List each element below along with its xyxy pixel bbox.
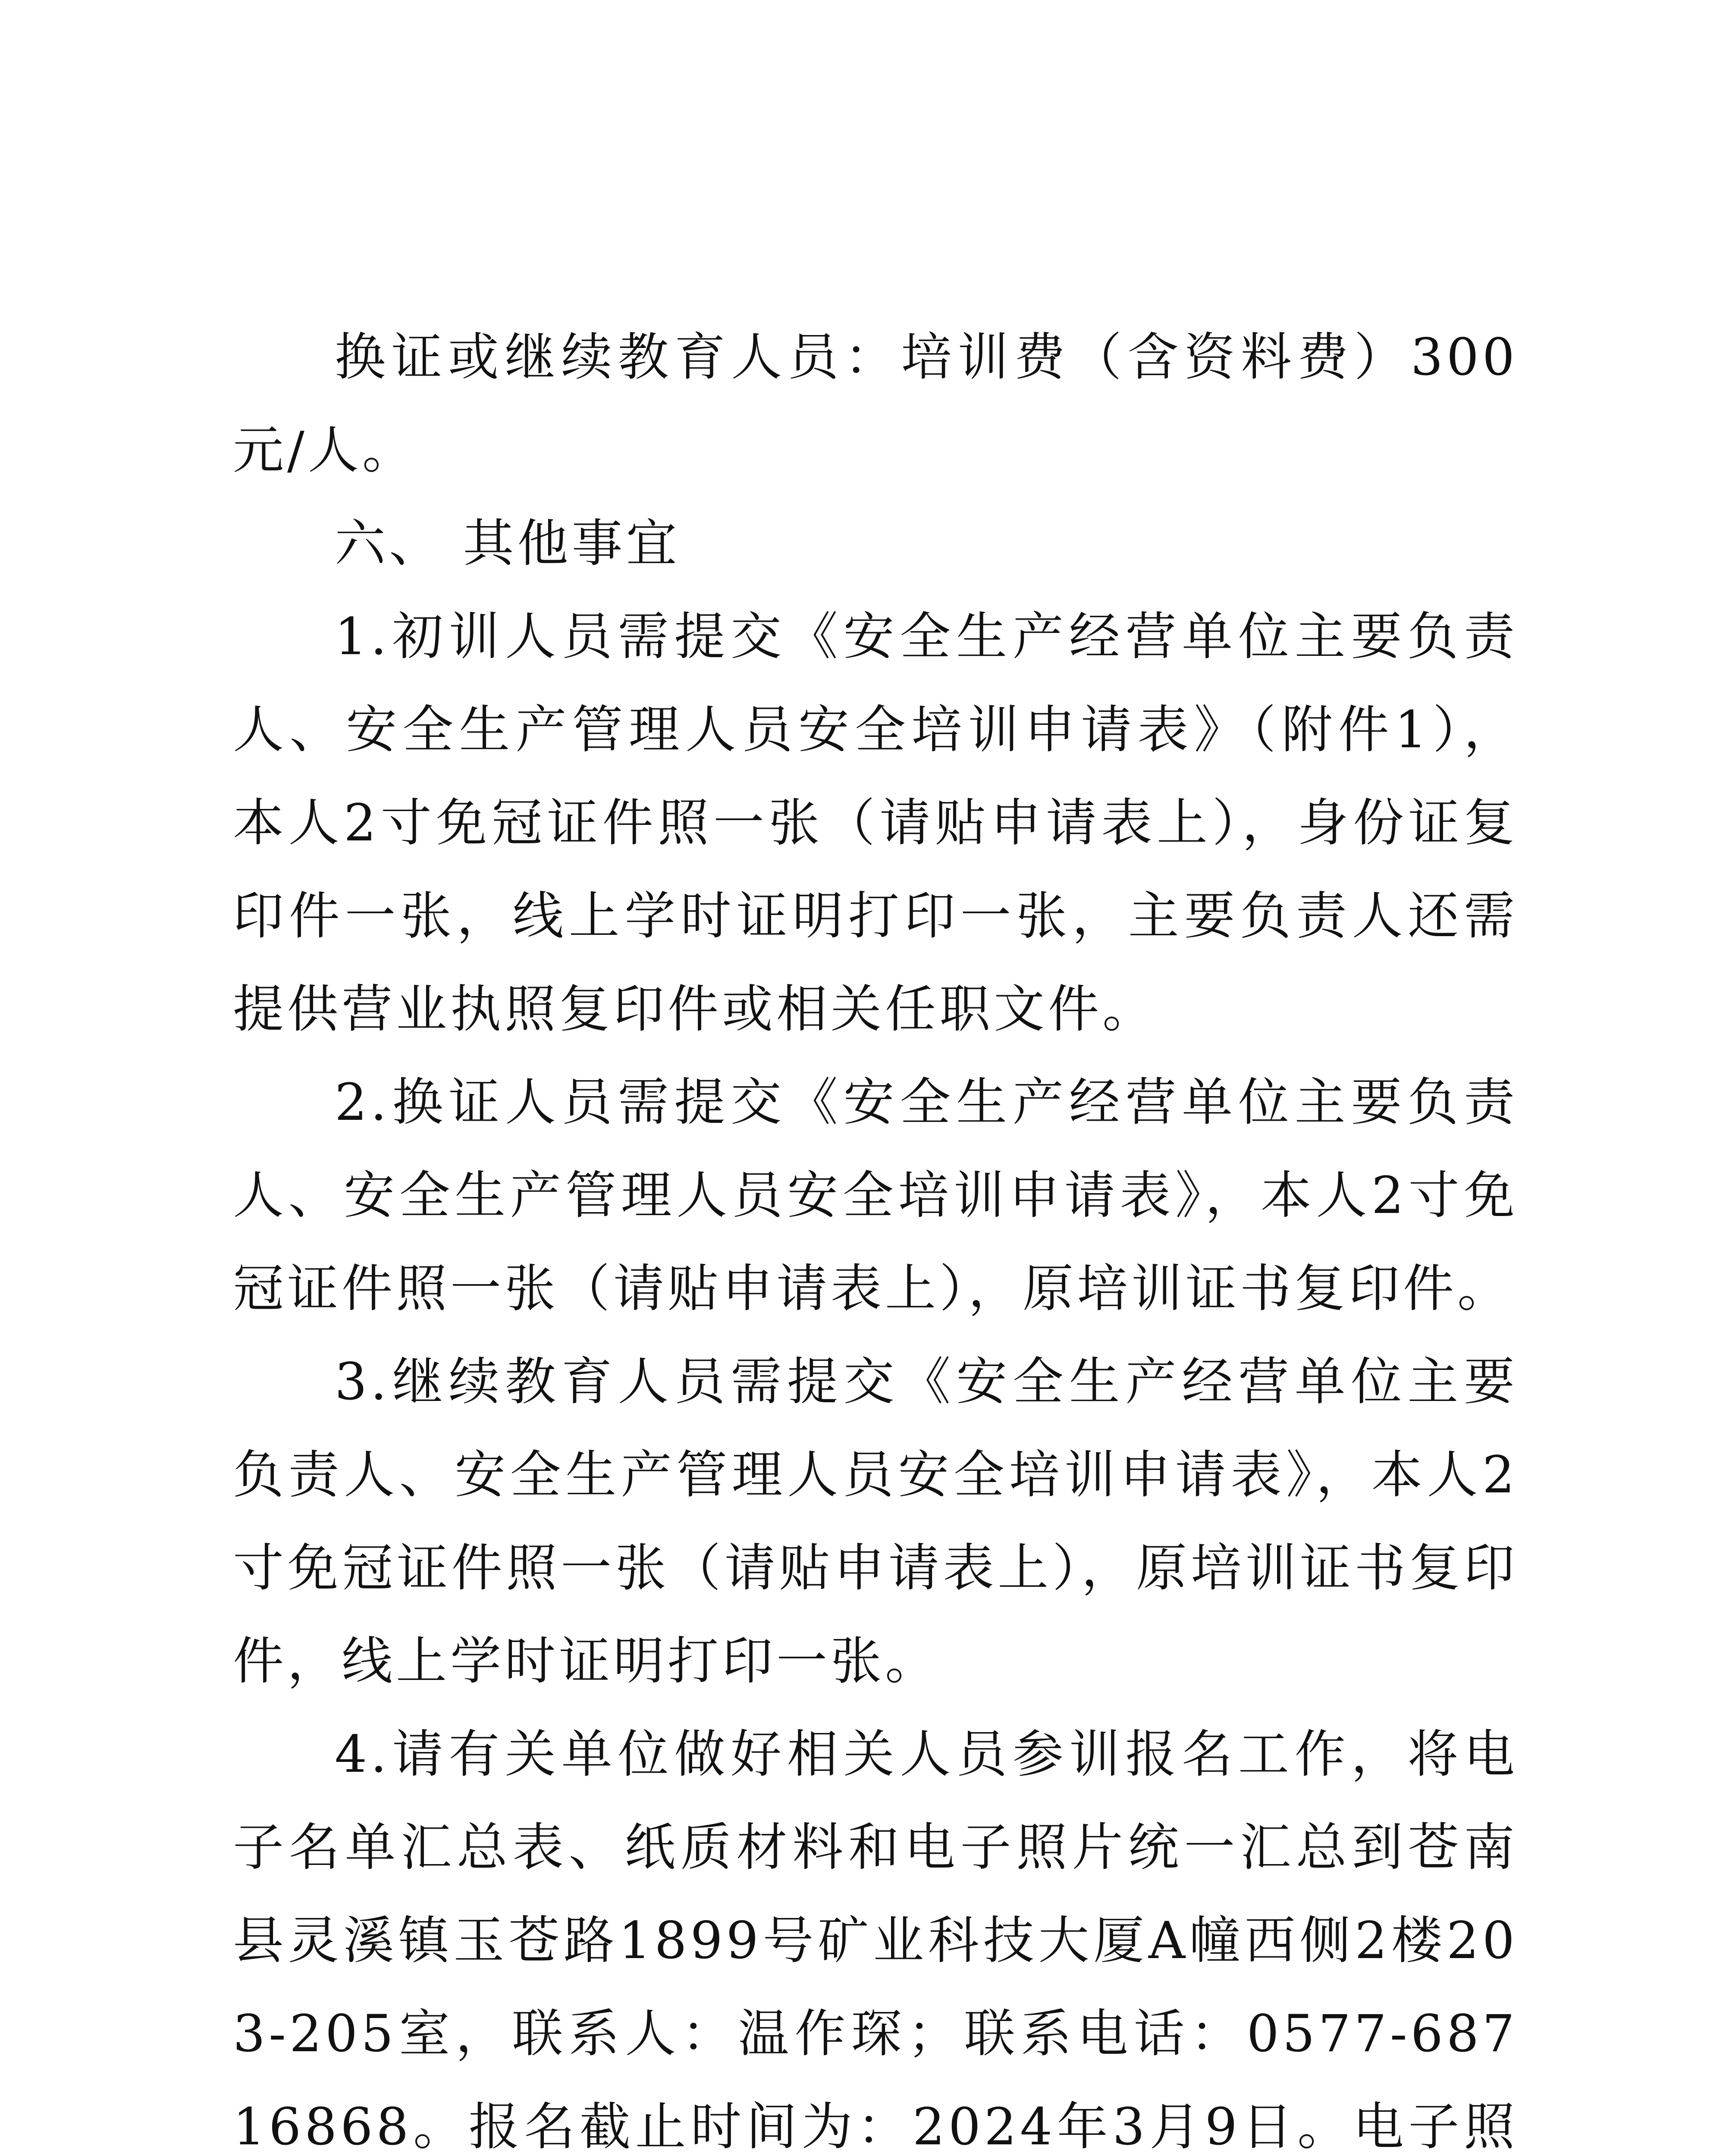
item-1-paragraph: 1.初训人员需提交《安全生产经营单位主要负责人、安全生产管理人员安全培训申请表》（附件1），本人2寸免冠证件照一张（请贴申请表上），身份证复印件一张，线上学时证明打印一张，主要负责人还需提供营业执照复印件或相关任职文件。 [233, 607, 1518, 1039]
section-heading-other-matters: 六、 其他事宜 [335, 514, 681, 573]
fee-paragraph: 换证或继续教育人员：培训费（含资料费）300元/人。 [233, 327, 1518, 480]
item-2-paragraph: 2.换证人员需提交《安全生产经营单位主要负责人、安全生产管理人员安全培训申请表》，本人2寸免冠证件照一张（请贴申请表上），原培训证书复印件。 [233, 1072, 1518, 1318]
document-body [233, 310, 1518, 2156]
item-3-paragraph: 3.继续教育人员需提交《安全生产经营单位主要负责人、安全生产管理人员安全培训申请表》，本人2寸免冠证件照一张（请贴申请表上），原培训证书复印件，线上学时证明打印一张。 [233, 1352, 1518, 1691]
item-4-paragraph: 4.请有关单位做好相关人员参训报名工作，将电子名单汇总表、纸质材料和电子照片统一汇总到苍南县灵溪镇玉苍路1899号矿业科技大厦A幢西侧2楼203-205室，联系人：温作琛；联系电话：0577-68716868。报名截止时间为：2024年3月9日。电子照 [233, 1724, 1518, 2156]
